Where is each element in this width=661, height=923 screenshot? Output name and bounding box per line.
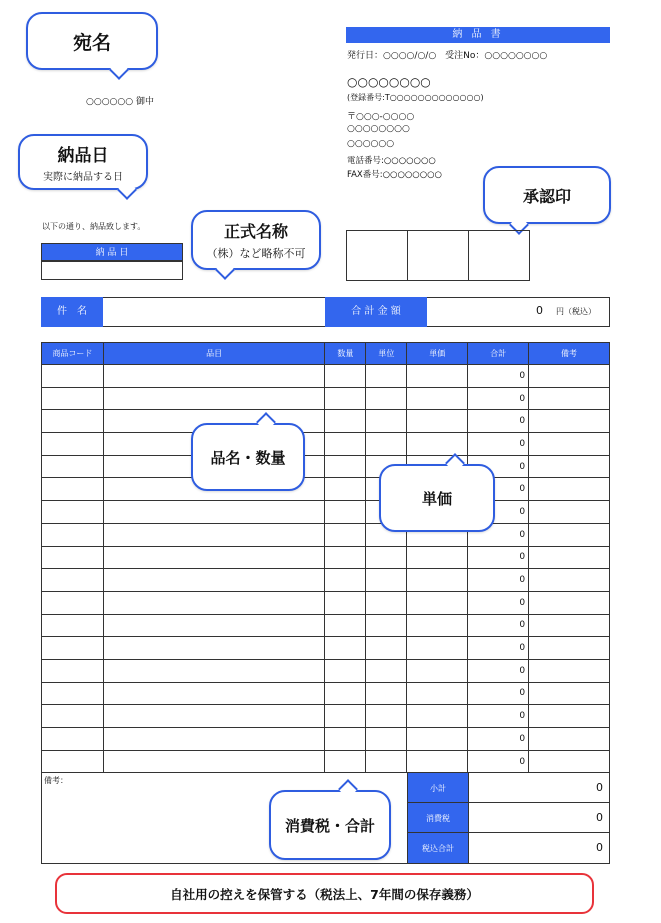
- callout-official-name: [191, 210, 321, 270]
- callout-item-quantity-text: 品名・数量: [210, 448, 286, 467]
- cell-item[interactable]: [103, 637, 325, 660]
- cell-remarks[interactable]: [529, 365, 610, 388]
- cell-product-code[interactable]: [42, 637, 104, 660]
- callout-official-sub: （株）など略称不可: [206, 247, 306, 260]
- cell-total: 0: [468, 637, 529, 660]
- callout-tax-total: [269, 790, 391, 860]
- stamp-box-1[interactable]: [346, 230, 408, 281]
- issue-line: 発行日：○○○○/○/○ 受注No：○○○○○○○○: [347, 51, 548, 61]
- callout-approval-text: 承認印: [522, 186, 571, 206]
- phone-number: 電話番号:○○○○○○○: [347, 156, 436, 166]
- cell-total: 0: [468, 387, 529, 410]
- cell-product-code[interactable]: [42, 478, 104, 501]
- cell-unit[interactable]: [366, 591, 407, 614]
- table-row: [42, 501, 610, 524]
- header-remarks: 備考: [529, 343, 610, 365]
- cell-unit[interactable]: [366, 705, 407, 728]
- header-item: 品目: [103, 343, 325, 365]
- callout-item-quantity: [191, 423, 305, 491]
- cell-unit-price[interactable]: [407, 365, 468, 388]
- cell-product-code[interactable]: [42, 705, 104, 728]
- cell-product-code[interactable]: [42, 410, 104, 433]
- cell-quantity[interactable]: [325, 614, 366, 637]
- doc-title: 納 品 書: [346, 27, 610, 43]
- cell-total: 0: [468, 433, 529, 456]
- subtotal-label: 小計: [407, 772, 469, 803]
- cell-total: 0: [468, 365, 529, 388]
- cell-total: 0: [468, 478, 529, 501]
- cell-unit[interactable]: [366, 410, 407, 433]
- subject-field[interactable]: [103, 298, 325, 326]
- table-row: [42, 705, 610, 728]
- cell-item[interactable]: [103, 728, 325, 751]
- cell-product-code[interactable]: [42, 682, 104, 705]
- cell-total: 0: [468, 546, 529, 569]
- cell-item[interactable]: [103, 501, 325, 524]
- cell-total: 0: [468, 455, 529, 478]
- company-name: ○○○○○○○○: [347, 75, 431, 89]
- footer-note-box: [55, 873, 594, 914]
- cell-product-code[interactable]: [42, 433, 104, 456]
- cell-unit-price[interactable]: [407, 433, 468, 456]
- cell-product-code[interactable]: [42, 750, 104, 773]
- cell-quantity[interactable]: [325, 659, 366, 682]
- cell-remarks[interactable]: [529, 478, 610, 501]
- cell-remarks[interactable]: [529, 614, 610, 637]
- cell-total: 0: [468, 501, 529, 524]
- table-row: [42, 637, 610, 660]
- cell-remarks[interactable]: [529, 455, 610, 478]
- cell-remarks[interactable]: [529, 523, 610, 546]
- table-row: [42, 387, 610, 410]
- total-amount-value: 0: [536, 304, 543, 317]
- cell-item[interactable]: [103, 750, 325, 773]
- table-row: [42, 455, 610, 478]
- callout-delivery-title: 納品日: [57, 146, 109, 166]
- tax-label: 消費税: [407, 802, 469, 833]
- cell-unit-price[interactable]: [407, 387, 468, 410]
- cell-total: 0: [468, 750, 529, 773]
- table-row: [42, 569, 610, 592]
- cell-unit-price[interactable]: [407, 728, 468, 751]
- callout-tax-total-text: 消費税・合計: [284, 816, 375, 835]
- fax-number: FAX番号:○○○○○○○○: [347, 170, 442, 180]
- cell-unit-price[interactable]: [407, 614, 468, 637]
- subtotal-value: 0: [468, 772, 610, 803]
- cell-unit-price[interactable]: [407, 569, 468, 592]
- cell-item[interactable]: [103, 523, 325, 546]
- cell-quantity[interactable]: [325, 682, 366, 705]
- cell-product-code[interactable]: [42, 387, 104, 410]
- cell-quantity[interactable]: [325, 455, 366, 478]
- cell-remarks[interactable]: [529, 501, 610, 524]
- cell-total: 0: [468, 682, 529, 705]
- cell-total: 0: [468, 659, 529, 682]
- postal-code: 〒○○○-○○○○: [347, 112, 415, 122]
- cell-quantity[interactable]: [325, 546, 366, 569]
- table-row: [42, 433, 610, 456]
- cell-unit-price[interactable]: [407, 591, 468, 614]
- cell-quantity[interactable]: [325, 523, 366, 546]
- cell-total: 0: [468, 705, 529, 728]
- tax-included-total-value: 0: [468, 832, 610, 864]
- total-amount-label: 合 計 金 額: [325, 297, 427, 327]
- cell-unit[interactable]: [366, 750, 407, 773]
- cell-quantity[interactable]: [325, 478, 366, 501]
- cell-remarks[interactable]: [529, 387, 610, 410]
- cell-remarks[interactable]: [529, 728, 610, 751]
- recipient-name: ○○○○○○ 御中: [86, 97, 154, 107]
- cell-quantity[interactable]: [325, 750, 366, 773]
- subject-label: 件 名: [41, 297, 103, 327]
- header-total: 合計: [468, 343, 529, 365]
- delivery-date-label: 納 品 日: [41, 243, 183, 261]
- callout-atena: [26, 12, 158, 70]
- cell-quantity[interactable]: [325, 365, 366, 388]
- cell-unit[interactable]: [366, 365, 407, 388]
- cell-quantity[interactable]: [325, 728, 366, 751]
- stamp-box-2[interactable]: [407, 230, 469, 281]
- tax-included-total-label: 税込合計: [407, 832, 469, 864]
- cell-total: 0: [468, 591, 529, 614]
- cell-unit[interactable]: [366, 728, 407, 751]
- table-row: [42, 659, 610, 682]
- cell-unit-price[interactable]: [407, 659, 468, 682]
- footer-note-text: 自社用の控えを保管する（税法上、7年間の保存義務）: [170, 886, 479, 902]
- callout-unit-price-text: 単価: [421, 489, 452, 508]
- cell-quantity[interactable]: [325, 410, 366, 433]
- cell-unit[interactable]: [366, 387, 407, 410]
- cell-unit[interactable]: [366, 682, 407, 705]
- cell-item[interactable]: [103, 682, 325, 705]
- cell-unit[interactable]: [366, 546, 407, 569]
- cell-product-code[interactable]: [42, 614, 104, 637]
- cell-remarks[interactable]: [529, 569, 610, 592]
- cell-product-code[interactable]: [42, 455, 104, 478]
- cell-total: 0: [468, 569, 529, 592]
- callout-official-title: 正式名称: [223, 222, 288, 241]
- cell-remarks[interactable]: [529, 410, 610, 433]
- callout-atena-text: 宛名: [72, 31, 111, 54]
- table-row: [42, 750, 610, 773]
- cell-remarks[interactable]: [529, 546, 610, 569]
- table-row: [42, 614, 610, 637]
- cell-total: 0: [468, 410, 529, 433]
- cell-product-code[interactable]: [42, 365, 104, 388]
- cell-quantity[interactable]: [325, 591, 366, 614]
- intro-text: 以下の通り、納品致します。: [42, 222, 146, 231]
- cell-item[interactable]: [103, 546, 325, 569]
- cell-remarks[interactable]: [529, 433, 610, 456]
- cell-unit[interactable]: [366, 659, 407, 682]
- cell-unit-price[interactable]: [407, 410, 468, 433]
- cell-quantity[interactable]: [325, 705, 366, 728]
- registration-number: (登録番号:T○○○○○○○○○○○○○): [347, 93, 484, 102]
- cell-unit[interactable]: [366, 569, 407, 592]
- cell-unit-price[interactable]: [407, 637, 468, 660]
- cell-unit[interactable]: [366, 637, 407, 660]
- callout-approval: [483, 166, 611, 224]
- delivery-date-field[interactable]: [41, 261, 183, 280]
- table-row: [42, 523, 610, 546]
- items-table: [41, 342, 610, 773]
- table-row: [42, 365, 610, 388]
- table-row: [42, 546, 610, 569]
- address-line-2: ○○○○○○: [347, 139, 395, 149]
- cell-unit-price[interactable]: [407, 705, 468, 728]
- cell-remarks[interactable]: [529, 705, 610, 728]
- cell-remarks[interactable]: [529, 637, 610, 660]
- cell-quantity[interactable]: [325, 501, 366, 524]
- callout-unit-price: [379, 464, 495, 532]
- cell-unit-price[interactable]: [407, 682, 468, 705]
- cell-quantity[interactable]: [325, 433, 366, 456]
- header-unit-price: 単価: [407, 343, 468, 365]
- cell-item[interactable]: [103, 569, 325, 592]
- cell-remarks[interactable]: [529, 659, 610, 682]
- cell-quantity[interactable]: [325, 569, 366, 592]
- cell-product-code[interactable]: [42, 569, 104, 592]
- cell-product-code[interactable]: [42, 523, 104, 546]
- cell-unit-price[interactable]: [407, 546, 468, 569]
- cell-quantity[interactable]: [325, 637, 366, 660]
- cell-product-code[interactable]: [42, 591, 104, 614]
- cell-unit[interactable]: [366, 614, 407, 637]
- cell-remarks[interactable]: [529, 591, 610, 614]
- cell-product-code[interactable]: [42, 501, 104, 524]
- address-line-1: ○○○○○○○○: [347, 124, 410, 134]
- remarks-label: 備考：: [44, 776, 68, 785]
- items-table-header: [42, 343, 610, 365]
- cell-remarks[interactable]: [529, 750, 610, 773]
- cell-item[interactable]: [103, 387, 325, 410]
- cell-item[interactable]: [103, 591, 325, 614]
- cell-product-code[interactable]: [42, 659, 104, 682]
- table-row: [42, 728, 610, 751]
- tax-value: 0: [468, 802, 610, 833]
- table-row: [42, 682, 610, 705]
- cell-remarks[interactable]: [529, 682, 610, 705]
- cell-item[interactable]: [103, 365, 325, 388]
- cell-quantity[interactable]: [325, 387, 366, 410]
- cell-unit-price[interactable]: [407, 750, 468, 773]
- total-amount-unit: 円（税込）: [556, 307, 596, 316]
- cell-product-code[interactable]: [42, 546, 104, 569]
- cell-item[interactable]: [103, 614, 325, 637]
- callout-delivery-sub: 実際に納品する日: [43, 172, 123, 183]
- table-row: [42, 591, 610, 614]
- cell-unit[interactable]: [366, 433, 407, 456]
- cell-total: 0: [468, 523, 529, 546]
- cell-total: 0: [468, 728, 529, 751]
- stamp-box-3[interactable]: [468, 230, 530, 281]
- table-row: [42, 478, 610, 501]
- cell-total: 0: [468, 614, 529, 637]
- cell-item[interactable]: [103, 705, 325, 728]
- cell-item[interactable]: [103, 659, 325, 682]
- table-row: [42, 410, 610, 433]
- header-unit: 単位: [366, 343, 407, 365]
- cell-product-code[interactable]: [42, 728, 104, 751]
- header-product-code: 商品コード: [42, 343, 104, 365]
- header-quantity: 数量: [325, 343, 366, 365]
